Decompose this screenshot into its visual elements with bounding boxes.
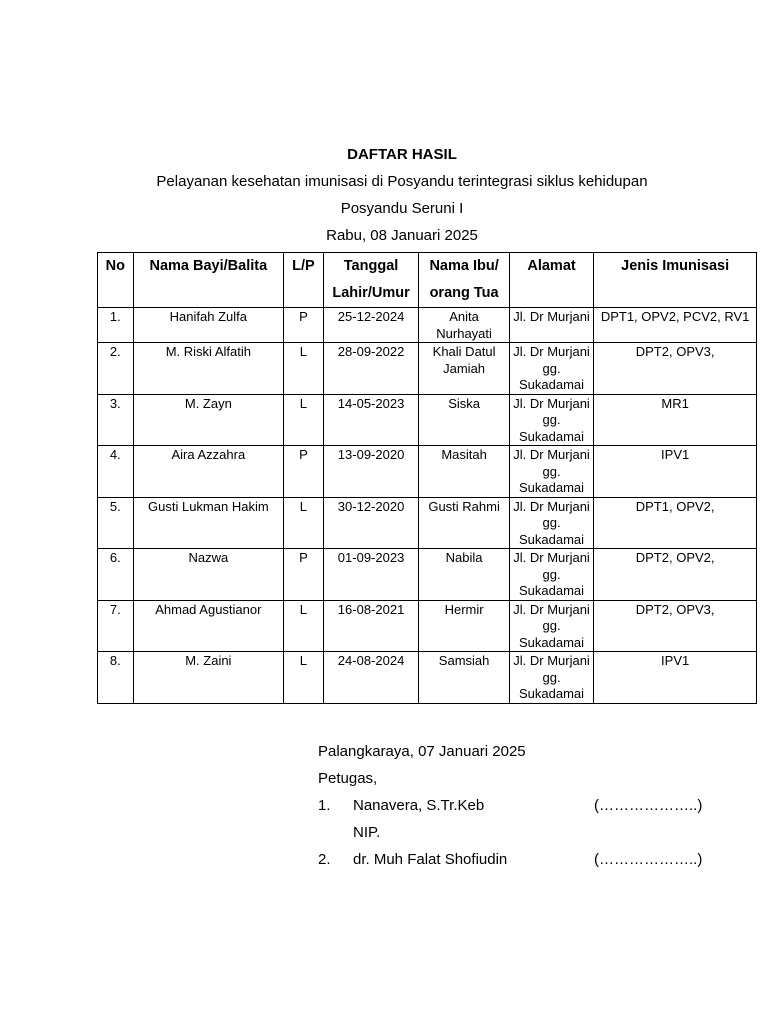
cell-address: Jl. Dr Murjani gg. Sukadamai xyxy=(509,446,593,498)
column-header-birthdate xyxy=(323,253,419,308)
cell-no: 2. xyxy=(98,343,134,395)
column-header-gender: L/P xyxy=(284,253,324,308)
officer-1-nip: NIP. xyxy=(353,824,381,841)
cell-address: Jl. Dr Murjani gg. Sukadamai xyxy=(509,600,593,652)
table-row xyxy=(98,497,757,549)
cell-gender: L xyxy=(284,600,324,652)
cell-mother-name: Siska xyxy=(419,394,510,446)
cell-child-name: M. Riski Alfatih xyxy=(133,343,284,395)
table-body xyxy=(98,308,757,704)
cell-birthdate: 14-05-2023 xyxy=(323,394,419,446)
table-header-row xyxy=(98,253,757,308)
cell-mother-name: Nabila xyxy=(419,549,510,601)
cell-immunization: DPT2, OPV2, xyxy=(594,549,757,601)
cell-address: Jl. Dr Murjani gg. Sukadamai xyxy=(509,394,593,446)
officer-2-signature-blank: (………………..) xyxy=(594,851,703,868)
cell-child-name: Aira Azzahra xyxy=(133,446,284,498)
cell-immunization: DPT1, OPV2, PCV2, RV1 xyxy=(594,308,757,343)
cell-immunization: DPT1, OPV2, xyxy=(594,497,757,549)
table-row xyxy=(98,652,757,704)
cell-child-name: Gusti Lukman Hakim xyxy=(133,497,284,549)
column-header-birthdate-line2: Lahir/Umur xyxy=(332,285,410,301)
cell-address: Jl. Dr Murjani xyxy=(509,308,593,343)
officer-2-name: dr. Muh Falat Shofiudin xyxy=(353,851,508,868)
cell-no: 3. xyxy=(98,394,134,446)
table-row xyxy=(98,600,757,652)
cell-mother-name: Anita Nurhayati xyxy=(419,308,510,343)
cell-child-name: M. Zayn xyxy=(133,394,284,446)
cell-mother-name: Hermir xyxy=(419,600,510,652)
cell-child-name: Nazwa xyxy=(133,549,284,601)
officer-1-number: 1. xyxy=(318,797,331,814)
document-title: DAFTAR HASIL xyxy=(347,146,457,163)
cell-immunization: IPV1 xyxy=(594,652,757,704)
cell-gender: L xyxy=(284,343,324,395)
officer-2-number: 2. xyxy=(318,851,331,868)
cell-birthdate: 28-09-2022 xyxy=(323,343,419,395)
cell-gender: L xyxy=(284,652,324,704)
cell-no: 7. xyxy=(98,600,134,652)
immunization-results-table xyxy=(97,252,757,704)
column-header-name: Nama Bayi/Balita xyxy=(133,253,284,308)
column-header-no: No xyxy=(98,253,134,308)
cell-no: 6. xyxy=(98,549,134,601)
cell-gender: P xyxy=(284,549,324,601)
column-header-address: Alamat xyxy=(509,253,593,308)
cell-child-name: M. Zaini xyxy=(133,652,284,704)
cell-mother-name: Gusti Rahmi xyxy=(419,497,510,549)
cell-gender: P xyxy=(284,446,324,498)
cell-child-name: Ahmad Agustianor xyxy=(133,600,284,652)
officer-1-signature-blank: (………………..) xyxy=(594,797,703,814)
signature-petugas-label: Petugas, xyxy=(318,770,378,787)
officer-1-name: Nanavera, S.Tr.Keb xyxy=(353,797,485,814)
cell-gender: L xyxy=(284,394,324,446)
cell-address: Jl. Dr Murjani gg. Sukadamai xyxy=(509,497,593,549)
cell-no: 4. xyxy=(98,446,134,498)
table-row xyxy=(98,308,757,343)
event-date: Rabu, 08 Januari 2025 xyxy=(326,227,478,244)
cell-birthdate: 13-09-2020 xyxy=(323,446,419,498)
cell-no: 5. xyxy=(98,497,134,549)
cell-mother-name: Khali Datul Jamiah xyxy=(419,343,510,395)
table-row xyxy=(98,446,757,498)
cell-mother-name: Samsiah xyxy=(419,652,510,704)
cell-address: Jl. Dr Murjani gg. Sukadamai xyxy=(509,549,593,601)
cell-immunization: DPT2, OPV3, xyxy=(594,343,757,395)
cell-birthdate: 16-08-2021 xyxy=(323,600,419,652)
cell-address: Jl. Dr Murjani gg. Sukadamai xyxy=(509,343,593,395)
cell-gender: L xyxy=(284,497,324,549)
signature-place-date: Palangkaraya, 07 Januari 2025 xyxy=(318,743,526,760)
cell-no: 8. xyxy=(98,652,134,704)
cell-child-name: Hanifah Zulfa xyxy=(133,308,284,343)
cell-immunization: IPV1 xyxy=(594,446,757,498)
column-header-mother-line2: orang Tua xyxy=(429,285,499,301)
cell-birthdate: 01-09-2023 xyxy=(323,549,419,601)
table-row xyxy=(98,394,757,446)
table-row xyxy=(98,343,757,395)
document-subtitle: Pelayanan kesehatan imunisasi di Posyandu terintegrasi siklus kehidupan xyxy=(156,173,648,190)
cell-birthdate: 30-12-2020 xyxy=(323,497,419,549)
cell-address: Jl. Dr Murjani gg. Sukadamai xyxy=(509,652,593,704)
cell-no: 1. xyxy=(98,308,134,343)
cell-birthdate: 25-12-2024 xyxy=(323,308,419,343)
cell-immunization: MR1 xyxy=(594,394,757,446)
column-header-mother xyxy=(419,253,510,308)
cell-birthdate: 24-08-2024 xyxy=(323,652,419,704)
column-header-mother-line1: Nama Ibu/ xyxy=(429,258,499,274)
table-row xyxy=(98,549,757,601)
column-header-birthdate-line1: Tanggal xyxy=(343,258,399,274)
cell-immunization: DPT2, OPV3, xyxy=(594,600,757,652)
column-header-immunization: Jenis Imunisasi xyxy=(594,253,757,308)
cell-mother-name: Masitah xyxy=(419,446,510,498)
cell-gender: P xyxy=(284,308,324,343)
posyandu-name: Posyandu Seruni I xyxy=(340,200,464,217)
